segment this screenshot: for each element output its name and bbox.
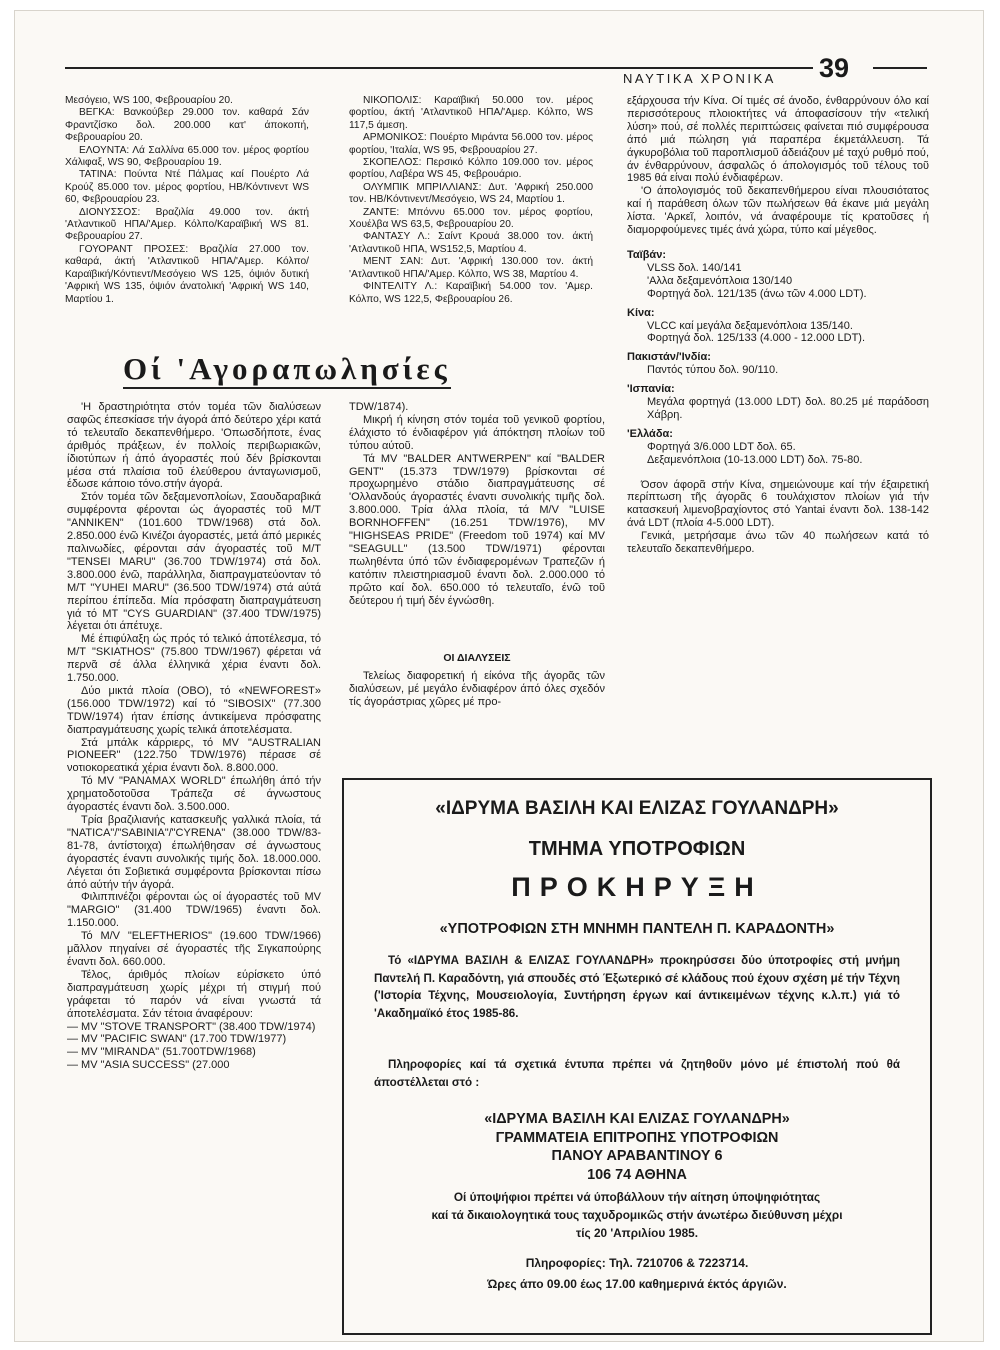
right-paragraph: Γενικά, μετρήσαμε άνω τῶν 40 πωλήσεων κατά τό τελευταῖο δεκαπενθήμερο.	[627, 530, 929, 556]
charter-list-middle	[349, 95, 593, 306]
article-paragraph: Τά MV "BALDER ANTWERPEN" καί "BALDER GENT" (15.373 TDW/1979) βρίσκονται σέ προχωρημένο στάδιο διαπραγμάτευσης σέ 'Ολλανδούς άγοραστές έναντι συνολικής τιμῆς δολ. 3.800.000. Τρία άλλα πλοία, τά M/V "LUISE BORNHOFFEN" (16.251 TDW/1976), MV "HIGHSEAS PRIDE" (Freedom τοῦ 1974) καί MV "SEAGULL" (13.500 TDW/1971) φέρονται πωληθέντα ύπό τῶν ένδιαφερομένων Τραπεζῶν ή κατόπιν πλειστηριασμοῦ έναντι δολ. 2.000.000 τό πρῶτο καί δολ. 650.000 τό τελευταῖο, ένῶ τοῦ δεύτερου ή τιμή δέν έγνώσθη.	[349, 452, 605, 607]
right-paragraph: εξάρχουσα τήν Κίνα. Οί τιμές σέ άνοδο, ένθαρρύνουν όλο καί περισσότερους πλοιοκτήτες νά άποφασίσουν τήν «τελική λύση» πού, σέ πολλές περιπτώσεις φαίνεται πιό συμφέρουσα άπό μιά πώληση γιά παραπέρα έκμετάλλευση. Τά άγκυροβόλια τοῦ παροπλισμοῦ άδειάζουν μέ ταχύ ρυθμό πού, άν ένθαρρύνουν, άσφαλῶς ό άπολογισμός τοῦ τέλους τοῦ 1985 θά είναι πολύ ένδιαφέρων.	[627, 95, 929, 185]
charter-entry: ΝΙΚΟΠΟΛΙΣ: Καραϊβική 50.000 τον. μέρος φορτίου, άκτή 'Ατλαντικοῦ ΗΠΑ/'Αμερ. Κόλπο, WS 117,5 άμεση.	[349, 95, 593, 131]
price-line: Φορτηγά 3/6.000 LDT δολ. 65.	[647, 440, 796, 453]
price-country: Κίνα:	[627, 306, 655, 319]
article-paragraph: Στά μπάλκ κάρριερς, τό MV "AUSTRALIAN PIONEER" (122.750 TDW/1976) πέρασε σέ νοτιοκορεατικά χέρια έναντι δολ. 8.800.000.	[67, 736, 321, 775]
charter-entry: ΟΛΥΜΠΙΚ ΜΠΡΙΛΛΙΑΝΣ: Δυτ. 'Αφρική 250.000 τον. ΗΒ/Κόντινεντ/Μεσόγειο, WS 24, Μαρτίου 1.	[349, 181, 593, 206]
charter-entry: ΔΙΟΝΥΣΣΟΣ: Βραζιλία 49.000 τον. άκτή 'Ατλαντικοῦ ΗΠΑ/'Αμερ. Κόλπο/Καραϊβική WS 81. Φεβρουαρίου 27.	[65, 206, 309, 243]
price-line: Φορτηγά δολ. 121/135 (άνω τῶν 4.000 LDT).	[647, 287, 867, 300]
charter-entry: ΦΑΝΤΑΣΥ Λ.: Σαίντ Κρουά 38.000 τον. άκτή 'Ατλαντικοῦ ΗΠΑ, WS152,5, Μαρτίου 4.	[349, 231, 593, 255]
subheading-breakups: ΟΙ ΔΙΑΛΥΣΕΙΣ	[443, 651, 511, 664]
memorial-title: «ΥΠΟΤΡΟΦΙΩΝ ΣΤΗ ΜΝΗΜΗ ΠΑΝΤΕΛΗ Π. ΚΑΡΑΔΟΝΤΗ»	[439, 921, 835, 937]
right-paragraph: 'Ο άπολογισμός τοῦ δεκαπενθήμερου είναι πλουσιότατος καί ή παράθεση όλων τῶν πωλήσεων θά έκανε μιά μεγάλη λίστα. 'Αρκεῖ, λοιπόν, νά άναφέρουμε τίς κρατοῦσες ή διαμορφούμενες τιμές άνά χώρα, τύπο καί μέγεθος.	[627, 185, 929, 237]
article-paragraph: Δύο μικτά πλοία (ΟΒΟ), τό «NEWFOREST» (156.000 TDW/1972) καί τό "SIBOSIX" (77.300 TDW/1974) ήταν έπίσης άντικείμενα πρόσφατης διαπραγμάτευσης χωρίς τελικά άποτελέσματα.	[67, 684, 321, 736]
price-line: 'Αλλα δεξαμενόπλοια 130/140	[647, 274, 793, 287]
charter-entry: ΦΙΝΤΕΛΙΤΥ Λ.: Καραϊβική 54.000 τον. 'Αμερ. Κόλπο, WS 122,5, Φεβρουαρίου 26.	[349, 281, 593, 305]
department-name: ΤΜΗΜΑ ΥΠΟΤΡΟΦΙΩΝ	[528, 838, 746, 860]
article-paragraph: Μικρή ή κίνηση στόν τομέα τοῦ γενικοῦ φορτίου, έλάχιστο τό ένδιαφέρον γιά άπόκτηση πλοίων τοῦ τύπου αύτοῦ.	[349, 413, 605, 452]
address-line: 106 74 ΑΘΗΝΑ	[587, 1166, 687, 1183]
header-rule-left	[65, 67, 813, 69]
article-paragraph: Τρία βραζιλιανής κατασκευῆς γαλλικά πλοία, τά "NATICA"/"SABINIA"/"CYRENA" (38.000 TDW/83-81-78, άντίστοιχα) έπωλήθησαν σέ άγνωστους άγοραστές έναντι συνολικής τιμής δολ. 18.000.000. Λέγεται ότι Σοβιετικά συμφέροντα βρίσκονται πίσω άπό αύτήν τήν άγορά.	[67, 814, 321, 891]
charter-entry: ΜΕΝΤ ΣΑΝ: Δυτ. 'Αφρική 130.000 τον. άκτή 'Ατλαντικοῦ ΗΠΑ/'Αμερ. Κόλπο, WS 38, Μαρτίου 4.	[349, 256, 593, 280]
price-country: Ταϊβάν:	[627, 248, 666, 261]
page-number: 39	[819, 53, 850, 83]
article-left-column	[67, 401, 321, 1072]
scholarship-announcement-box	[342, 778, 932, 1335]
article-paragraph: Στόν τομέα τῶν δεξαμενοπλοίων, Σαουδαραβικά συμφέροντα φέρονται ώς άγοραστές τοῦ Μ/Τ "ANNIKEN" (101.600 TDW/1968) στά δολ. 2.850.000 ένῶ Κινέζοι άγοραστές, μετά άπό μερικές παλινωδίες, φέρονται σάν άγοραστές τοῦ Μ/Τ "TENSEI MARU" (36.700 TDW/1974) στά δολ. 3.800.000 ένῶ, παράλληλα, διαπραγματεύονταν τό Μ/Τ "YUHEI MARU" (36.500 TDW/1974) στά αύτά περίπου έπίπεδα. Μία πρόσφατη διαπραγμάτευση γιά τό ΜΤ "CYS GUARDIAN" (37.400 TDW/1975) λέγεται ότι άπέτυχε.	[67, 491, 321, 633]
charter-entry: ΒΕΓΚΑ: Βανκούβερ 29.000 τον. καθαρά Σάν Φραντζίσκο δολ. 200.000 κατ' άποκοπή, Φεβρουαρίου 20.	[65, 107, 309, 144]
magazine-title: ΝΑΥΤΙΚΑ ΧΡΟΝΙΚΑ	[623, 71, 776, 86]
price-line: VLCC καί μεγάλα δεξαμενόπλοια 135/140.	[647, 319, 853, 332]
charter-entry: ΕΛΟΥΝΤΑ: Λά Σαλλίνα 65.000 τον. μέρος φορτίου Χάλιφαξ, WS 90, Φεβρουαρίου 19.	[65, 144, 309, 169]
vessel-list-item: — MV "STOVE TRANSPORT" (38.400 TDW/1974)	[67, 1020, 316, 1033]
phone-info: Πληροφορίες: Τηλ. 7210706 & 7223714.	[525, 1256, 749, 1270]
vessel-list-item: — MV "ASIA SUCCESS" (27.000	[67, 1059, 230, 1072]
article-paragraph: Μέ έπιφύλαξη ώς πρός τό τελικό άποτέλεσμα, τό Μ/Τ "SKIATHOS" (75.800 TDW/1967) φέρεται νά περνᾶ σέ άλλα έλληνικά χέρια έναντι δολ. 1.750.000.	[67, 633, 321, 685]
announcement-title: ΠΡΟΚΗΡΥΞΗ	[511, 872, 763, 902]
charter-entry: ΓΟΥΟΡΑΝΤ ΠΡΟΣΕΣ: Βραζιλία 27.000 τον. καθαρά, άκτή 'Ατλαντικοῦ ΗΠΑ/'Αμερ. Κόλπο/Καραϊβική/Κόντιεντ/Μεσόγειο WS 125, όψιόν δυτική 'Αφρική WS 135, όψιόν άνατολική 'Αφρική WS 140, Μαρτίου 1.	[65, 243, 309, 305]
vessel-list-item: — MV "MIRANDA" (51.700TDW/1968)	[67, 1046, 256, 1059]
price-line: Παντός τύπου δολ. 90/110.	[647, 364, 779, 377]
charter-list-left	[65, 95, 309, 306]
charter-entry: ΖΑΝΤΕ: Μπόννυ 65.000 τον. μέρος φορτίου, Χουέλβα WS 63,5, Φεβρουαρίου 20.	[349, 206, 593, 231]
article-middle-column	[349, 401, 605, 709]
deadline-line: τίς 20 'Απριλίου 1985.	[576, 1226, 698, 1240]
announcement-body: Τό «ΙΔΡΥΜΑ ΒΑΣΙΛΗ & ΕΛΙΖΑΣ ΓΟΥΛΑΝΔΡΗ» προκηρύσσει δύο ύποτροφίες στή μνήμη Παντελή Π. Καραδόντη, γιά σπουδές στό Έξωτερικό σέ κλάδους πού έχουν σχέση μέ τήν Τέχνη ('Ιστορία Τέχνης, Μουσειολογία, Συντήρηση έργων καί άντικειμένων τέχνης κ.λ.π.) γιά τό 'Ακαδημαϊκό έτος 1985-86.	[374, 954, 900, 1020]
article-paragraph: 'Η δραστηριότητα στόν τομέα τῶν διαλύσεων σαφῶς έπεσκίασε τήν άγορά άπό δεύτερο χέρι κατά τό τελευταῖο δεκαπενθήμερο. 'Οπωσδήποτε, ένας άριθμός πράξεων, έν πολλοίς περιβωριακῶν, ίδιοτύπων ή άπό άγοραστές πού δέν βρίσκονται μέσα στά πλαίσια τοῦ έλεύθερου άνταγωνισμοῦ, έδωσε κάποιο τόνο.στήν άγορά.	[67, 401, 321, 491]
price-country: 'Ελλάδα:	[627, 427, 673, 440]
price-line: Μεγάλα φορτηγά (13.000 LDT) δολ. 80.25 μέ παράδοση Χάβρη.	[647, 396, 929, 421]
charter-entry: ΑΡΜΟΝΙΚΟΣ: Πουέρτο Μιράντα 56.000 τον. μέρος φορτίου, 'Ιταλία, WS 95, Φεβρουαρίου 27.	[349, 132, 593, 156]
charter-entry: ΣΚΟΠΕΛΟΣ: Περσικό Κόλπο 109.000 τον. μέρος φορτίου, Λαβέρα WS 45, Φεβρουάριο.	[349, 157, 593, 181]
article-paragraph: Τελείως διαφορετική ή είκόνα τῆς άγορᾶς τῶν διαλύσεων, μέ μεγάλο ένδιαφέρον άπό όλες σχεδόν τίς άγοράστριας χῶρες μέ προ-	[349, 670, 605, 709]
price-line: VLSS δολ. 140/141	[647, 261, 742, 274]
price-line: Δεξαμενόπλοια (10-13.000 LDT) δολ. 75-80.	[647, 453, 863, 466]
deadline-line: Οί ύποψήφιοι πρέπει νά ύποβάλλουν τήν αίτηση ύποψηφιότητας	[453, 1190, 821, 1204]
article-paragraph: Τό M/V "ELEFTHERIOS" (19.600 TDW/1966) μᾶλλον πηγαίνει σέ άγοραστές τῆς Σιγκαπούρης έναντι δολ. 660.000.	[67, 930, 321, 968]
charter-entry: ΤΑΤΙΝΑ: Πούντα Ντέ Πάλμας καί Πουέρτο Λά Κρούζ 85.000 τον. μέρος φορτίου, ΗΒ/Κόντινεντ WS 60, Φεβρουαρίου 23.	[65, 169, 309, 206]
magazine-page	[14, 10, 984, 1342]
right-paragraph: Όσον άφορᾶ στήν Κίνα, σημειώνουμε καί τήν έξαιρετική περίπτωση τῆς άγορᾶς 6 τουλάχιστον πλοίων γιά τήν κατασκευή λιμενοβραχίοντος στό Yantai έναντι δολ. 138-142 άνά LDT (πλοία 4-5.000 LDT).	[627, 478, 929, 530]
address-block	[344, 1110, 930, 1184]
info-text: Πληροφορίες καί τά σχετικά έντυπα πρέπει νά ζητηθοῦν μόνο μέ έπιστολή πού θά άποστέλλεται στό :	[374, 1058, 900, 1089]
price-country: Πακιστάν/'Ινδία:	[627, 351, 711, 364]
foundation-name: «ΙΔΡΥΜΑ ΒΑΣΙΛΗ ΚΑΙ ΕΛΙΖΑΣ ΓΟΥΛΑΝΔΡΗ»	[435, 798, 839, 819]
article-paragraph: Φιλιππινέζοι φέρονται ώς οί άγοραστές τοῦ MV "MARGIO" (31.400 TDW/1965) έναντι δολ. 1.150.000.	[67, 891, 321, 930]
charter-entry: Μεσόγειο, WS 100, Φεβρουαρίου 20.	[65, 95, 233, 106]
right-column	[627, 95, 929, 556]
article-paragraph: Τέλος, άριθμός πλοίων εύρίσκετο ύπό διαπραγμάτευση χωρίς μέχρι τή στιγμή πού γράφεται τό παρόν νά είναι γνωστά τά άποτελέσματα. Σάν τέτοια άναφέρουν:	[67, 968, 321, 1020]
section-title: Οί 'Αγοραπωλησίες	[123, 351, 451, 389]
article-paragraph: Τό MV "PANAMAX WORLD" έπωλήθη άπό τήν χρηματοδοτοῦσα Τράπεζα σέ άγνωστους άγοραστές έναντι δολ. 3.500.000.	[67, 775, 321, 814]
address-line: «ΙΔΡΥΜΑ ΒΑΣΙΛΗ ΚΑΙ ΕΛΙΖΑΣ ΓΟΥΛΑΝΔΡΗ»	[484, 1111, 790, 1127]
vessel-list-item: — MV "PACIFIC SWAN" (17.700 TDW/1977)	[67, 1033, 287, 1046]
article-paragraph: TDW/1874).	[349, 401, 409, 413]
office-hours: Ώρες άπο 09.00 έως 17.00 καθημερινά έκτός άργιῶν.	[487, 1277, 787, 1291]
deadline-block	[344, 1188, 930, 1242]
price-country: 'Ισπανία:	[627, 383, 675, 396]
deadline-line: καί τά δικαιολογητικά τους ταχυδρομικῶς στήν άνωτέρω διεύθυνση μέχρι	[431, 1208, 843, 1222]
address-line: ΓΡΑΜΜΑΤΕΙΑ ΕΠΙΤΡΟΠΗΣ ΥΠΟΤΡΟΦΙΩΝ	[495, 1129, 779, 1146]
address-line: ΠΑΝΟΥ ΑΡΑΒΑΝΤΙΝΟΥ 6	[551, 1148, 723, 1164]
price-line: Φορτηγά δολ. 125/133 (4.000 - 12.000 LDT).	[647, 332, 866, 345]
header-rule-right	[873, 67, 927, 69]
